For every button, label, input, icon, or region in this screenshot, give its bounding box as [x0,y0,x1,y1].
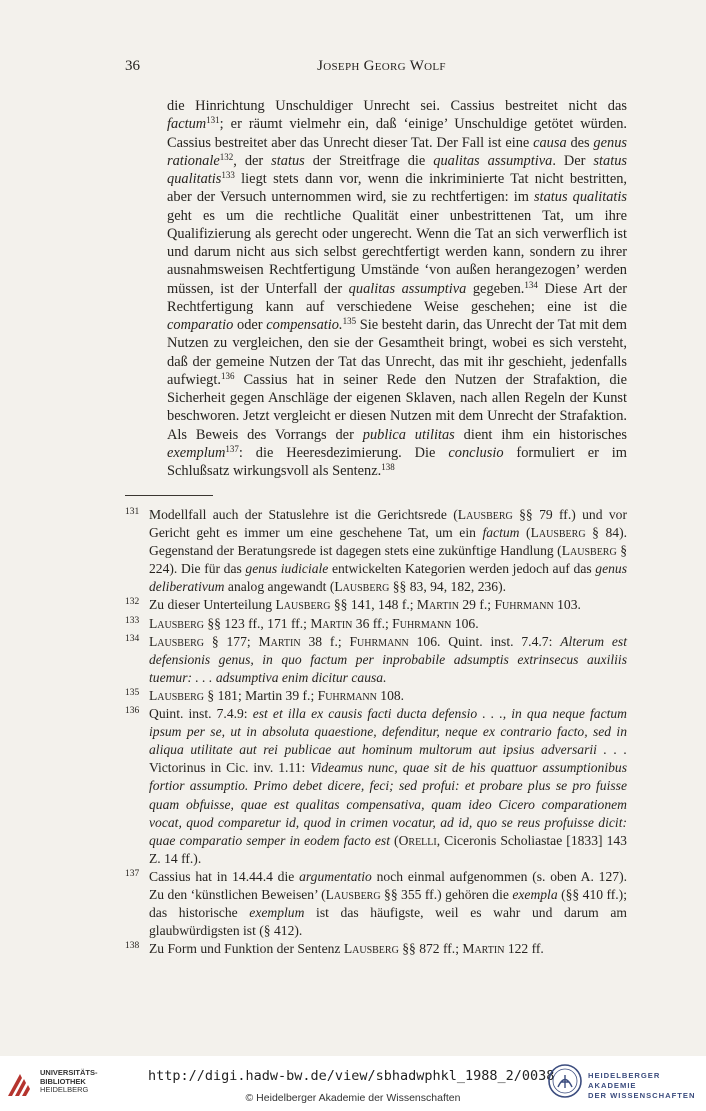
text-run: entwickelten Kategorien werden jedoch auf das [328,561,596,577]
footnotes [125,506,627,958]
author-name: Orelli [398,832,437,848]
text-run: oder [233,317,267,333]
text-run: 36 ff.; [352,615,393,631]
footnote-133 [125,615,627,633]
footnote-number: 134 [125,633,140,644]
text-run: 106. Quint. inst. 7.4.7: [408,633,561,649]
footnote-number: 132 [125,597,140,608]
text-run: 108. [376,687,405,703]
text-run: ; er räumt vielmehr ein, daß ‘einige’ Unschuldige getötet würden. Cassius bestreitet aber das Unrecht dieser Tat. Der Fall ist eine [167,116,627,151]
author-name: Fuhrmann [349,633,409,649]
footnote-ref: 138 [381,462,395,472]
italic-term: compensatio. [266,317,343,333]
italic-term: qualitas assumptiva [348,280,467,297]
italic-term: Alterum est defensionis genus, in quo factum per inprobabile adsumptis extrinsecus auxiliis tuemur: . . . adsumptiva enim dicitur causa. [149,633,627,685]
text-run: . Der [552,152,594,169]
footnote-ref: 131 [206,115,220,126]
digitization-footer [0,1056,706,1111]
author-name: Martin [462,941,505,957]
text-run: Zu Form und Funktion der Sentenz [149,941,344,957]
text-run: §§ 872 ff.; [398,941,463,957]
italic-term: Videamus nunc, quae sit de his quattuor assumptionibus fortior assumptio. Primo debet dicere, feci; sed profui: et probare plus se pro fuisse quam obfuisse, quae est qualitas compensativa, quam ideo Cicero comparationem vocat, quod comparetur id, quod in crimen vocatur, ad id, quo se reus profuisse dicit: quae comparatio semper in eodem facto est [149,760,627,848]
text-run: §§ 79 ff.) und vor Gericht geht es immer um eine geschehene Tat, um ein [149,507,627,541]
footnote-137 [125,868,627,940]
text-run: 103. [553,597,581,613]
footnote-138 [125,940,627,958]
text-run: : die Heeresdezimierung. Die [238,444,449,461]
text-run: 122 ff. [504,941,544,957]
running-title: Joseph Georg Wolf [317,58,446,74]
text-run: formuliert er im Schlußsatz wirkungsvoll als Sentenz. [167,444,627,479]
italic-term: argumentatio [299,868,372,884]
text-run: Cassius hat in seiner Rede den Nutzen der Strafaktion, die Sicherheit gegen Anschläge der eigenen Sklaven, nach allen Regeln der Kunst beschworen. Jetzt vergleicht er diesen Nutzen mit dem Unrecht der Strafaktion. Als Beweis des Vorrangs der [167,371,627,443]
text-run: ( [390,832,399,848]
text-run: 29 f.; [458,597,495,613]
author-name: Fuhrmann [392,615,452,631]
footnote-ref: 135 [342,316,357,326]
text-run: Diese Art der Rechtfertigung kann auf verschiedene Weise geschehen; eine ist die [167,280,628,315]
text-run: §§ 123 ff., 171 ff.; [203,615,311,631]
text-run: ist das häufigste, weil es wahr und darum am glaubwürdigsten ist (§ 412). [149,905,627,939]
italic-term: factum [167,116,207,133]
italic-term: status qualitatis [533,189,627,206]
footnote-number: 135 [125,687,140,698]
footnote-136 [125,705,627,868]
footnote-ref: 137 [225,443,239,454]
author-name: Lausberg [561,543,617,559]
text-run: § 181; Martin 39 f.; [203,687,318,703]
body-paragraph [167,97,627,480]
footnote-ref: 134 [524,279,538,290]
author-name: Martin [310,615,353,631]
footnote-number: 133 [125,615,140,626]
running-header [125,58,638,80]
author-name: Lausberg [149,633,204,649]
library-line-3: HEIDELBERG [40,1085,89,1094]
author-name: Lausberg [325,886,381,902]
text-run: gegeben. [466,280,525,297]
footnote-number: 137 [125,868,140,879]
academy-line-2: DER WISSENSCHAFTEN [588,1091,696,1100]
footnote-number: 136 [125,706,140,717]
author-name: Lausberg [457,507,513,522]
italic-term: exemplum [167,444,226,461]
academy-line-1: HEIDELBERGER AKADEMIE [588,1071,661,1090]
italic-term: factum [482,525,520,541]
copyright-notice: © Heidelberger Akademie der Wissenschaften [245,1092,461,1104]
author-name: Fuhrmann [317,687,377,703]
page-number: 36 [125,58,140,74]
footnote-number: 138 [125,941,140,952]
library-line-1: UNIVERSITÄTS- [40,1068,98,1077]
italic-term: conclusio [448,444,504,461]
text-run: , der [233,152,272,169]
text-run: (§§ 410 ff.); das historische [149,886,627,921]
text-run: ( [519,525,531,541]
italic-term: genus deliberativum [149,561,627,595]
italic-term: est et illa ex causis facti ducta defensio . . ., in qua neque factum ipsum per se, ut in absoluta quaestione, defenditur, neque ex contrario facto, sed in aliqua utilitate aut rei publicae aut hominum multorum aut ipsius adversarii . . . [149,706,627,758]
italic-term: exemplum [249,905,305,921]
text-run: , Ciceronis Scholiastae [1833] 143 Z. 14 ff.). [149,832,627,866]
academy-name [588,1071,706,1101]
author-name: Lausberg [334,579,390,595]
author-name: Lausberg [275,597,331,613]
author-name: Lausberg [149,615,204,631]
footnote-ref: 136 [220,370,235,381]
italic-term: qualitas assumptiva [433,152,553,169]
library-line-2: BIBLIOTHEK [40,1076,86,1086]
text-run: Victorinus in Cic. inv. 1.11: [149,760,311,776]
footnote-132 [125,596,627,614]
text-run: analog angewandt ( [224,579,335,595]
footnote-number: 131 [125,507,140,517]
text-run: Sie besteht darin, das Unrecht der Tat mit dem Nutzen zu vergleichen, den sie der Gesamtheit bringt, wobei es sich versteht, daß der gemeine Nutzen der Tat das Unrecht, das mit ihr geschieht, jedenfalls aufwiegt. [167,317,628,388]
text-run: noch einmal aufgenommen (s. oben A. 127). Zu den ‘künstlichen Beweisen’ ( [149,868,627,902]
text-run: §§ 83, 94, 182, 236). [389,579,507,595]
author-name: Fuhrmann [494,597,554,613]
library-name [40,1069,98,1095]
text-run: Cassius hat in 14.44.4 die [149,868,300,884]
text-run: des [566,134,594,151]
text-run: liegt stets dann vor, wenn die inkriminierte Tat nicht bestritten, aber der Versuch unternommen wird, sie zu rechtfertigen: im [167,171,627,206]
text-run: § 84). Gegenstand der Beratungsrede ist dagegen stets eine zukünftige Handlung ( [149,525,627,559]
text-run: die Hinrichtung Unschuldiger Unrecht sei. Cassius bestreitet nicht das [167,98,627,114]
italic-term: status [271,152,305,169]
italic-term: genus rationale [167,134,627,169]
author-name: Martin [416,597,459,613]
text-run: der Streitfrage die [304,152,434,169]
italic-term: status qualitatis [167,152,628,187]
text-run: §§ 355 ff.) gehören die [380,886,513,902]
italic-term: comparatio [167,317,234,333]
text-run: Zu dieser Unterteilung [149,597,276,613]
footnote-ref: 133 [221,170,235,180]
text-run: geht es um die rechtliche Qualität einer unbestrittenen Tat, um ihre Qualifizierung als gerecht oder ungerecht. Wenn die Tat an sich verwerflich ist und darum nicht aus sich selbst gerechtfertigt werden kann, sondern zu ihrer ausnahmsweisen Rechtfertigung Umstände ‘von außen herangezogen’ werden müssen, ist der Unterfall der [167,207,627,297]
footnote-ref: 132 [219,151,234,162]
permalink-url[interactable]: http://digi.hadw-bw.de/view/sbhadwphkl_1988_2/0038 [148,1068,555,1084]
footnote-131 [125,506,627,596]
text-run: §§ 141, 148 f.; [330,597,417,613]
text-run: § 177; [203,633,259,649]
author-name: Martin [258,633,301,649]
author-name: Lausberg [149,687,204,703]
text-run: 106. [451,615,479,631]
academy-seal-icon [548,1064,582,1098]
text-run: dient ihm ein historisches [454,426,627,443]
text-run: 38 f.; [300,633,350,649]
footnote-134 [125,633,627,687]
footnote-separator [125,495,213,496]
text-run: § 224). Die für das [149,543,627,577]
footnote-135 [125,687,627,705]
italic-term: genus iudiciale [245,561,329,577]
italic-term: exempla [512,886,558,902]
author-name: Lausberg [530,525,586,541]
text-run: Quint. inst. 7.4.9: [149,706,253,722]
author-name: Lausberg [343,941,399,957]
italic-term: causa [533,134,567,151]
text-run: Modellfall auch der Statuslehre ist die Gerichtsrede ( [149,507,458,522]
italic-term: publica utilitas [362,426,455,443]
